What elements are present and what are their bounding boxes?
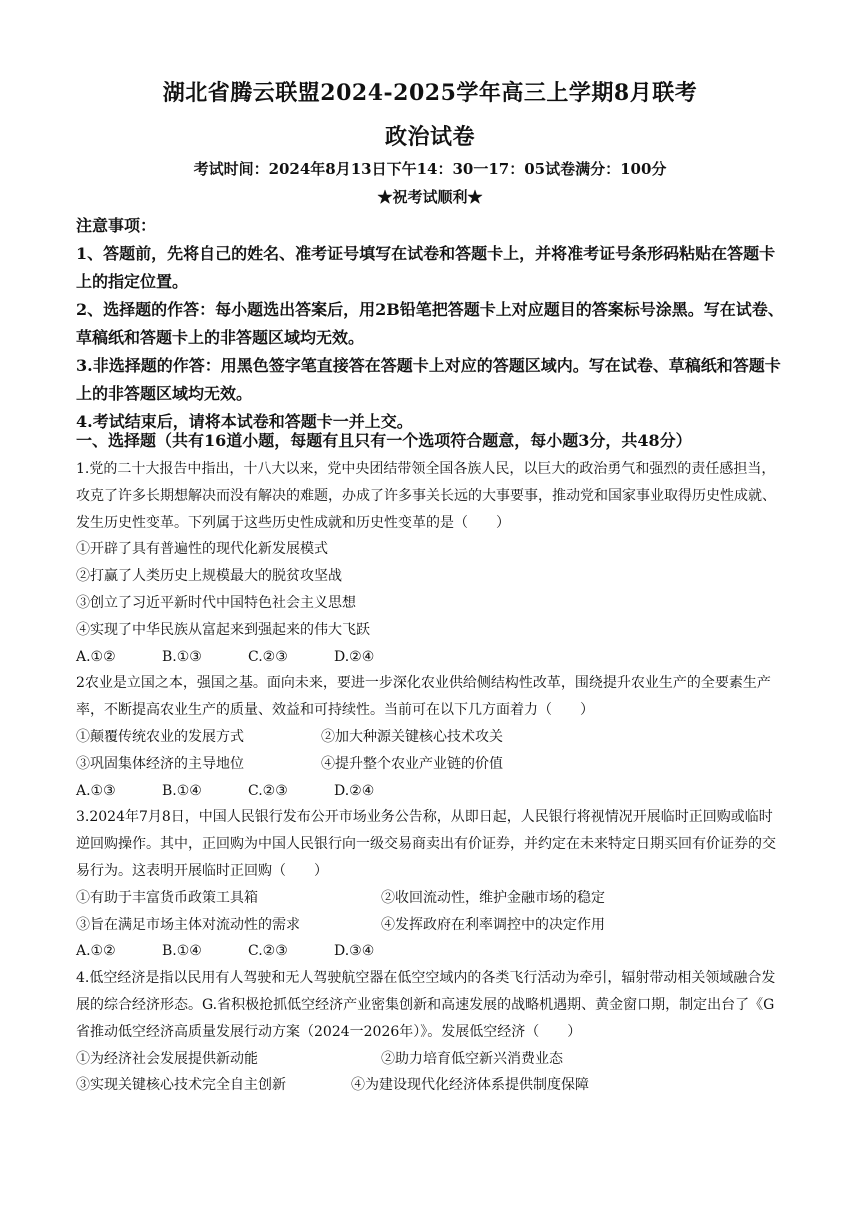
notice-item: 4.考试结束后，请将本试卷和答题卡一并上交。 — [76, 412, 413, 431]
choice-a: A.①② — [76, 648, 116, 665]
question-stem: 1.党的二十大报告中指出，十八大以来，党中央团结带领全国各族人民，以巨大的政治勇气和强烈的责任感担当，攻克了许多长期想解决而没有解决的难题，办成了许多事关长远的大事要事，推动党和国家事业取得历史性成就、发生历史性变革。下列属于这些历史性成就和历史性变革的是（ ） — [76, 461, 776, 531]
section-heading: 一、选择题（共有16道小题，每题有且只有一个选项符合题意，每小题3分，共48分） — [76, 431, 692, 450]
question-statement: ①有助于丰富货币政策工具箱 — [76, 889, 258, 906]
statement-row — [76, 1046, 786, 1073]
notice-item: 1、答题前，先将自己的姓名、准考证号填写在试卷和答题卡上，并将准考证号条形码粘贴在答题卡上的指定位置。 — [76, 244, 776, 291]
question-statement: ③巩固集体经济的主导地位 — [76, 755, 244, 772]
answer-choices — [76, 644, 786, 671]
statement-row — [76, 1072, 786, 1099]
statement-row — [76, 885, 786, 912]
choice-c: C.②③ — [248, 943, 288, 960]
choice-c: C.②③ — [248, 648, 288, 665]
choice-c: C.②③ — [248, 782, 288, 799]
question-stem: 2农业是立国之本，强国之基。面向未来，要进一步深化农业供给侧结构性改革，围绕提升农业生产的全要素生产率，不断提高农业生产的质量、效益和可持续性。当前可在以下几方面着力（ ） — [76, 675, 771, 719]
question-statement: ②助力培育低空新兴消费业态 — [381, 1050, 563, 1067]
choice-d: D.③④ — [334, 943, 375, 960]
question-statement: ①颠覆传统农业的发展方式 — [76, 728, 244, 745]
statement-row — [76, 751, 786, 778]
choice-b: B.①④ — [162, 943, 202, 960]
question-statement: ①开辟了具有普遍性的现代化新发展模式 — [76, 541, 328, 558]
choice-d: D.②④ — [334, 648, 375, 665]
question-statement: ④为建设现代化经济体系提供制度保障 — [351, 1077, 589, 1094]
question-statement: ③实现关键核心技术完全自主创新 — [76, 1077, 286, 1094]
choice-b: B.①④ — [162, 782, 202, 799]
exam-subtitle: 政治试卷 — [384, 124, 475, 150]
notice-heading: 注意事项： — [76, 216, 157, 235]
question-statement: ①为经济社会发展提供新动能 — [76, 1050, 258, 1067]
question-statement: ④发挥政府在利率调控中的决定作用 — [381, 916, 605, 933]
choice-a: A.①③ — [76, 782, 116, 799]
statement-row — [76, 912, 786, 939]
question-statement: ②收回流动性，维护金融市场的稳定 — [381, 889, 605, 906]
exam-info: 考试时间：2024年8月13日下午14：30一17：05试卷满分：100分 — [193, 160, 667, 178]
notice-item: 3.非选择题的作答：用黑色签字笔直接答在答题卡上对应的答题区域内。写在试卷、草稿纸和答题卡上的非答题区域均无效。 — [76, 356, 781, 403]
question-statement: ③旨在满足市场主体对流动性的需求 — [76, 916, 300, 933]
question-statement: ④提升整个农业产业链的价值 — [321, 755, 503, 772]
notice-block — [76, 212, 786, 436]
choice-d: D.②④ — [334, 782, 375, 799]
question-statement: ③创立了习近平新时代中国特色社会主义思想 — [76, 594, 356, 611]
choice-a: A.①② — [76, 943, 116, 960]
blessing-line: ★祝考试顺利★ — [377, 188, 483, 206]
questions-block — [76, 456, 786, 1099]
answer-choices — [76, 938, 786, 965]
statement-row — [76, 724, 786, 751]
exam-title: 湖北省腾云联盟2024-2025学年高三上学期8月联考 — [162, 80, 698, 106]
question-statement: ②加大种源关键核心技术攻关 — [321, 728, 503, 745]
question-stem: 3.2024年7月8日，中国人民银行发布公开市场业务公告称，从即日起，人民银行将视情况开展临时正回购或临时逆回购操作。其中，正回购为中国人民银行向一级交易商卖出有价证券，并约定在未来特定日期买回有价证券的交易行为。这表明开展临时正回购（ ） — [76, 809, 776, 879]
question-statement: ④实现了中华民族从富起来到强起来的伟大飞跃 — [76, 621, 370, 638]
notice-item: 2、选择题的作答：每小题选出答案后，用2B铅笔把答题卡上对应题目的答案标号涂黑。写在试卷、草稿纸和答题卡上的非答题区域均无效。 — [76, 300, 784, 347]
choice-b: B.①③ — [162, 648, 202, 665]
answer-choices — [76, 778, 786, 805]
question-stem: 4.低空经济是指以民用有人驾驶和无人驾驶航空器在低空空域内的各类飞行活动为牵引，辐射带动相关领域融合发展的综合经济形态。G.省积极抢抓低空经济产业密集创新和高速发展的战略机遇期、黄金窗口期，制定出台了《G省推动低空经济高质量发展行动方案（2024一2026年）》。发展低空经济（ ） — [76, 970, 776, 1040]
question-statement: ②打赢了人类历史上规模最大的脱贫攻坚战 — [76, 568, 342, 585]
